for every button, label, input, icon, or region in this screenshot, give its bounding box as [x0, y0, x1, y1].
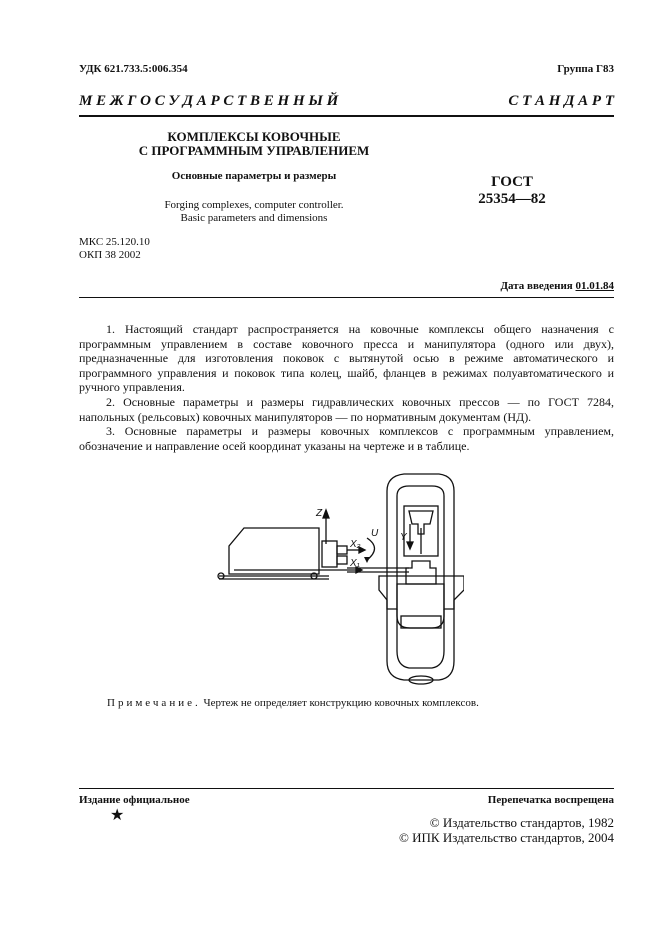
udk-code: УДК 621.733.5:006.354	[79, 63, 188, 75]
note-label: Примечание.	[107, 697, 201, 709]
copyright-2004: © ИПК Издательство стандартов, 2004	[399, 830, 614, 845]
axis-z-label: Z	[316, 508, 323, 519]
bottom-rule	[79, 788, 614, 789]
axis-x2-label: X₂	[350, 539, 361, 550]
note-text: Чертеж не определяет конструкцию ковочных комплексов.	[200, 697, 479, 709]
top-rule	[79, 115, 614, 117]
document-subtitle: Основные параметры и размеры	[171, 170, 337, 182]
manipulator-body	[229, 528, 319, 574]
axis-x1-label: X₁	[350, 558, 360, 569]
gost-code: 25354—82	[478, 191, 546, 207]
banner-left: М Е Ж Г О С У Д А Р С Т В Е Н Н Ы Й	[79, 93, 339, 109]
title-line-1: КОМПЛЕКСЫ КОВОЧНЫЕ	[167, 129, 341, 144]
mks-code: МКС 25.120.10	[79, 236, 150, 248]
anvil-base	[401, 616, 441, 628]
english-title-line-1: Forging complexes, computer controller.	[164, 199, 344, 211]
paragraph-2: 2. Основные параметры и размеры гидравлических ковочных прессов — по ГОСТ 7284, напольных (рельсовых) ковочных манипуляторов — по нормативным документам (НД).	[79, 394, 614, 424]
axis-y-label: Y	[400, 532, 407, 543]
group-code: Группа Г83	[557, 63, 614, 75]
effective-date	[500, 280, 614, 292]
figure-note	[107, 697, 479, 709]
date-label: Дата введения	[500, 280, 573, 292]
copyright-1982: © Издательство стандартов, 1982	[429, 815, 614, 830]
date-value: 01.01.84	[575, 280, 614, 292]
star-icon: ★	[110, 807, 125, 824]
paragraph-1: 1. Настоящий стандарт распространяется на ковочные комплексы общего назначения с программным управлением в составе ковочного пресса и манипулятора (одного или двух), предназначенные для изготовления поковок с вытянутой осью в режиме автоматического и программного управления и поковок типа колец, шайб, фланцев в режимах полуавтоматического и ручного управления.	[79, 322, 614, 395]
banner-right: С Т А Н Д А Р Т	[508, 93, 614, 109]
title-line-2: С ПРОГРАММНЫМ УПРАВЛЕНИЕМ	[138, 143, 370, 158]
copyright-block	[399, 815, 614, 845]
reprint-prohibited: Перепечатка воспрещена	[487, 794, 614, 806]
lower-die	[406, 561, 436, 584]
classification-codes	[79, 236, 150, 262]
english-title-line-2: Basic parameters and dimensions	[180, 212, 328, 224]
english-title	[79, 199, 429, 225]
body-text	[79, 322, 614, 453]
forging-complex-drawing	[204, 466, 464, 691]
axis-u-label: U	[371, 528, 379, 539]
standard-banner	[79, 93, 614, 110]
middle-rule	[79, 297, 614, 298]
okp-code: ОКП 38 2002	[79, 249, 141, 261]
document-title	[79, 130, 429, 158]
paragraph-3: 3. Основные параметры и размеры ковочных комплексов с программным управлением, обозначение и направление осей координат указаны на чертеже и в таблице.	[79, 424, 614, 453]
gost-number	[467, 174, 557, 208]
official-edition: Издание официальное	[79, 794, 190, 806]
press-table	[379, 576, 464, 609]
gripper-head	[322, 541, 337, 567]
gost-label: ГОСТ	[491, 174, 533, 190]
